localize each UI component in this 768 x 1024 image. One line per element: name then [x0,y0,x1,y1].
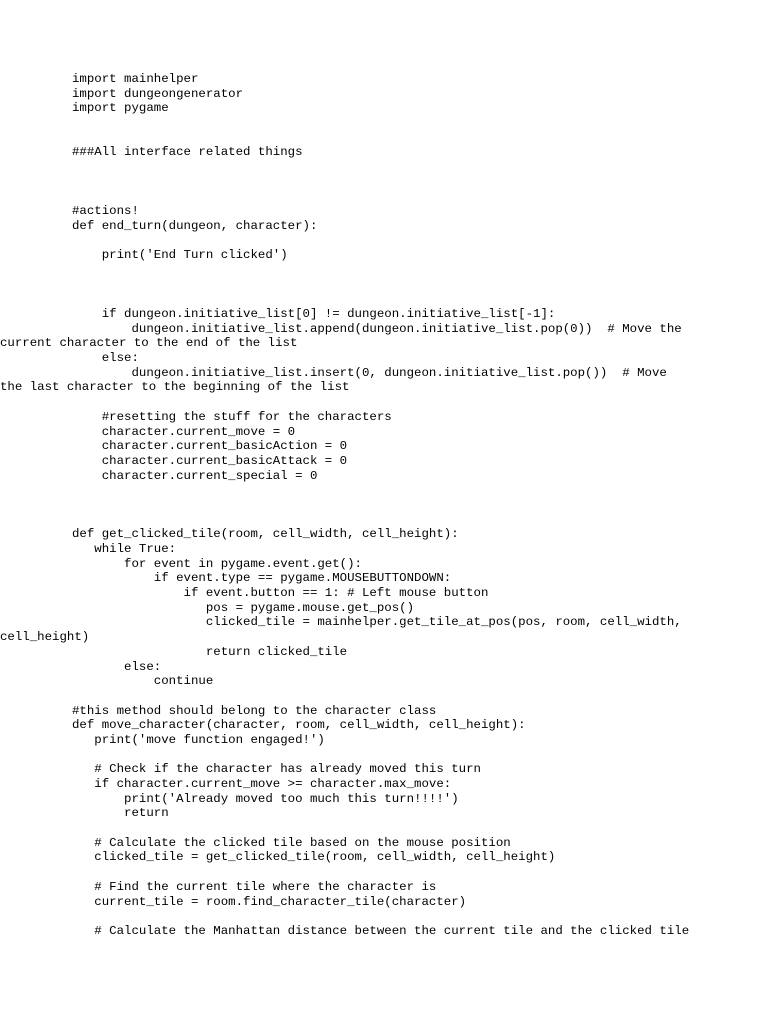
code-line: character.current_special = 0 [72,468,318,483]
code-line [72,160,712,175]
code-line: #actions! [72,204,139,219]
code-line: # Calculate the clicked tile based on the mouse position [72,835,511,850]
code-line: import pygame [72,101,169,116]
code-line: character.current_basicAction = 0 [72,439,348,454]
code-line: def move_character(character, room, cell_width, cell_height): [72,718,526,733]
code-line: current_tile = room.find_character_tile(character) [72,894,467,909]
code-line: # Calculate the Manhattan distance between the current tile and the clicked tile [72,923,690,938]
code-line [72,395,712,410]
code-line: def get_clicked_tile(room, cell_width, cell_height): [72,527,459,542]
code-line: return clicked_tile [72,644,348,659]
code-line: clicked_tile = get_clicked_tile(room, cell_width, cell_height) [72,850,556,865]
code-line: character.current_move = 0 [72,424,296,439]
code-line: else: [72,659,162,674]
code-line: print('End Turn clicked') [72,248,288,263]
code-line: while True: [72,542,177,556]
code-line: # Check if the character has already moved this turn [72,762,481,777]
code-line: else: [72,351,139,366]
code-line [72,292,712,307]
code-line: print('move function engaged!') [72,732,325,747]
code-line [72,748,712,763]
code-line: if event.button == 1: # Left mouse button [72,586,489,601]
code-line [72,190,712,205]
code-line: ###All interface related things [72,145,303,160]
code-line [72,689,712,704]
code-line: if event.type == pygame.MOUSEBUTTONDOWN: [72,571,452,586]
code-line [72,483,712,498]
code-listing [0,72,712,939]
code-line [72,116,712,131]
code-line [72,821,712,836]
code-line: if character.current_move >= character.max_move: [72,777,452,791]
code-line: import mainhelper [72,72,199,86]
code-line: #resetting the stuff for the characters [72,409,392,424]
code-line: character.current_basicAttack = 0 [72,453,348,468]
code-line [72,263,712,278]
code-line [72,909,712,924]
code-line [72,278,712,293]
code-line: import dungeongenerator [72,86,244,101]
code-line [72,234,712,249]
code-line: for event in pygame.event.get(): [72,556,362,571]
code-line [72,865,712,880]
code-line-continuation: current character to the end of the list [0,336,298,351]
code-line: continue [72,674,214,689]
code-line: pos = pygame.mouse.get_pos() [72,600,415,615]
code-line: #this method should belong to the character class [72,703,437,718]
code-line: if dungeon.initiative_list[0] != dungeon.initiative_list[-1]: [72,307,556,321]
code-line: dungeon.initiative_list.append(dungeon.initiative_list.pop(0)) # Move the [72,321,682,336]
code-line: clicked_tile = mainhelper.get_tile_at_pos(pos, room, cell_width, [72,615,682,630]
code-line-continuation: the last character to the beginning of the list [0,380,350,395]
code-line [72,513,712,528]
code-line [72,131,712,146]
code-line [72,175,712,190]
code-line: def end_turn(dungeon, character): [72,218,318,233]
code-line: print('Already moved too much this turn!!!!') [72,791,459,806]
code-line: return [72,806,169,821]
code-line [72,498,712,513]
code-line: # Find the current tile where the character is [72,879,437,894]
code-line-continuation: cell_height) [0,630,90,645]
code-line: dungeon.initiative_list.insert(0, dungeon.initiative_list.pop()) # Move [72,365,667,380]
